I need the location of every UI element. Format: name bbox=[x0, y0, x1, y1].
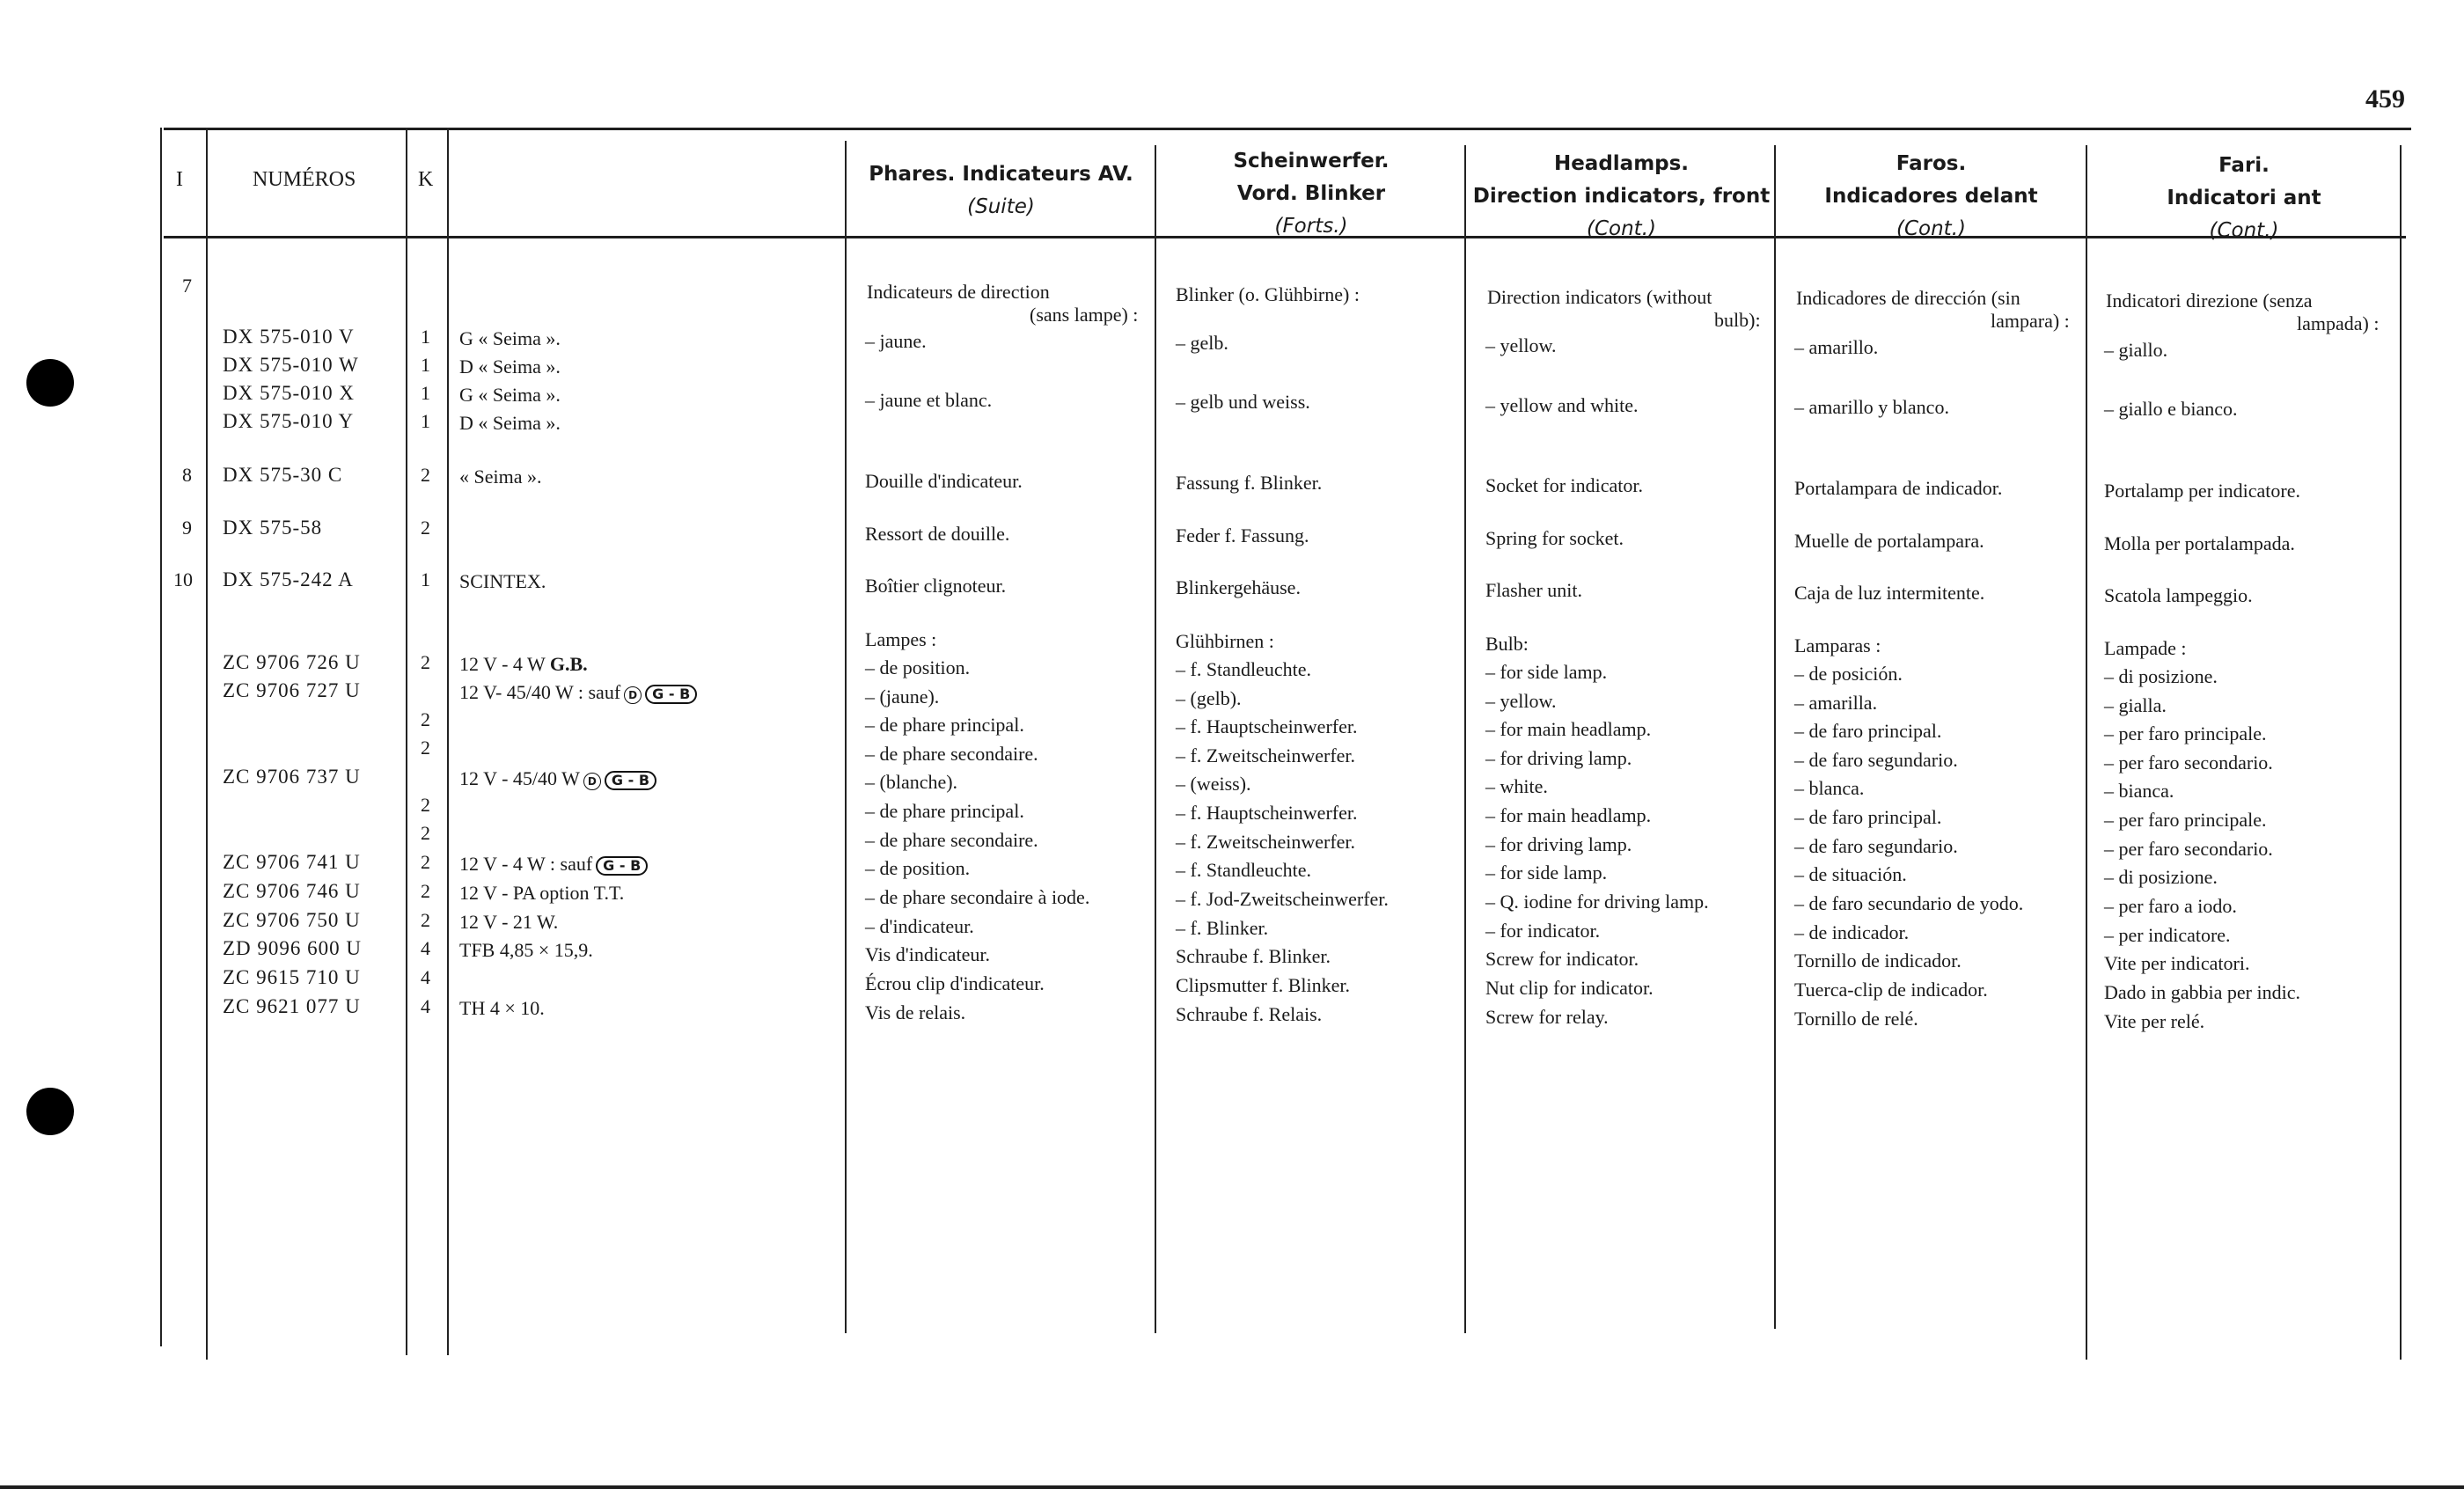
fr-cell: – (jaune). bbox=[865, 686, 940, 708]
col-rule-de bbox=[1464, 145, 1466, 1333]
table-top-rule bbox=[164, 128, 2411, 130]
desc-cell: G « Seima ». bbox=[459, 384, 561, 406]
desc-text: 12 V- 45/40 W : sauf bbox=[459, 681, 621, 703]
es-cell: – blanca. bbox=[1794, 777, 1865, 799]
part-number: ZC 9706 741 U bbox=[223, 851, 361, 873]
es-cell: Caja de luz intermitente. bbox=[1794, 582, 1985, 604]
desc-cell bbox=[459, 853, 648, 876]
de-cell: Schraube f. Relais. bbox=[1176, 1003, 1323, 1025]
fr-cell: – de phare principal. bbox=[865, 800, 1024, 822]
fr-cell: Indicateurs de direction bbox=[867, 281, 1050, 303]
desc-text: 12 V - 4 W bbox=[459, 653, 550, 675]
de-cell: – f. Blinker. bbox=[1176, 917, 1269, 939]
es-cell: – de faro principal. bbox=[1794, 806, 1942, 828]
header-en-title2: Direction indicators, front bbox=[1472, 185, 1771, 208]
fr-cell: Ressort de douille. bbox=[865, 523, 1010, 545]
desc-cell: SCINTEX. bbox=[459, 570, 546, 592]
en-cell: – yellow and white. bbox=[1485, 394, 1639, 416]
header-col-k: K bbox=[418, 168, 434, 191]
country-gb-badge: G - B bbox=[596, 856, 648, 876]
en-cell: Nut clip for indicator. bbox=[1485, 977, 1654, 999]
en-cell: Flasher unit. bbox=[1485, 579, 1582, 601]
de-cell: – f. Jod-Zweitscheinwerfer. bbox=[1176, 888, 1389, 910]
quantity: 1 bbox=[421, 354, 430, 376]
desc-cell: « Seima ». bbox=[459, 466, 542, 488]
en-cell: – for main headlamp. bbox=[1485, 804, 1652, 826]
quantity: 2 bbox=[421, 651, 430, 673]
es-cell: – amarilla. bbox=[1794, 692, 1878, 714]
part-number: DX 575-010 Y bbox=[223, 410, 355, 432]
part-number: ZC 9706 727 U bbox=[223, 679, 361, 701]
en-cell: – Q. iodine for driving lamp. bbox=[1485, 891, 1709, 913]
desc-cell: D « Seima ». bbox=[459, 412, 561, 434]
country-d-icon: D bbox=[624, 686, 642, 704]
quantity: 1 bbox=[421, 326, 430, 348]
index-7: 7 bbox=[182, 275, 192, 297]
header-it-title2: Indicatori ant bbox=[2167, 187, 2321, 209]
it-cell: Scatola lampeggio. bbox=[2104, 584, 2253, 606]
es-cell: Lamparas : bbox=[1794, 634, 1881, 656]
de-cell: – f. Hauptscheinwerfer. bbox=[1176, 802, 1358, 824]
page-number: 459 bbox=[2365, 84, 2405, 114]
en-cell: Spring for socket. bbox=[1485, 527, 1624, 549]
fr-cell: – de phare secondaire. bbox=[865, 743, 1038, 765]
header-it-title: Fari. bbox=[2218, 154, 2270, 177]
part-number: ZC 9706 737 U bbox=[223, 766, 361, 788]
de-cell: – f. Hauptscheinwerfer. bbox=[1176, 715, 1358, 737]
quantity: 2 bbox=[421, 517, 430, 539]
col-rule-en bbox=[1774, 145, 1776, 1329]
it-cell: – per faro secondario. bbox=[2104, 752, 2273, 774]
de-cell: Glühbirnen : bbox=[1176, 630, 1274, 652]
en-cell: bulb): bbox=[1714, 309, 1761, 331]
quantity: 2 bbox=[421, 737, 430, 759]
quantity: 4 bbox=[421, 995, 430, 1017]
it-cell: Indicatori direzione (senza bbox=[2106, 290, 2313, 312]
en-cell: – for side lamp. bbox=[1485, 862, 1608, 884]
header-de-sub: (Forts.) bbox=[1274, 215, 1348, 238]
es-cell: Tuerca-clip de indicador. bbox=[1794, 979, 1988, 1001]
col-rule-i bbox=[206, 128, 208, 1360]
it-cell: – per faro principale. bbox=[2104, 722, 2267, 744]
desc-cell bbox=[459, 653, 588, 676]
col-rule-desc bbox=[845, 141, 847, 1333]
quantity: 2 bbox=[421, 909, 430, 931]
col-rule-left bbox=[160, 128, 162, 1346]
en-cell: – yellow. bbox=[1485, 334, 1557, 356]
es-cell: lampara) : bbox=[1991, 310, 2070, 332]
quantity: 2 bbox=[421, 851, 430, 873]
en-cell: – for side lamp. bbox=[1485, 661, 1608, 683]
de-cell: Feder f. Fassung. bbox=[1176, 524, 1309, 546]
it-cell: Lampade : bbox=[2104, 637, 2187, 659]
header-it bbox=[2090, 150, 2398, 247]
part-number: ZC 9706 750 U bbox=[223, 909, 361, 931]
part-number: DX 575-242 A bbox=[223, 568, 354, 590]
fr-cell: (sans lampe) : bbox=[1030, 304, 1139, 326]
es-cell: Indicadores de dirección (sin bbox=[1796, 287, 2020, 309]
header-es bbox=[1779, 148, 2083, 246]
header-it-sub: (Cont.) bbox=[2209, 219, 2279, 242]
header-es-sub: (Cont.) bbox=[1896, 217, 1966, 240]
quantity: 4 bbox=[421, 937, 430, 959]
en-cell: Screw for indicator. bbox=[1485, 948, 1639, 970]
de-cell: – f. Zweitscheinwerfer. bbox=[1176, 744, 1356, 766]
es-cell: – de faro principal. bbox=[1794, 720, 1942, 742]
part-number: ZD 9096 600 U bbox=[223, 937, 363, 959]
it-cell: Vite per indicatori. bbox=[2104, 952, 2250, 974]
en-cell: – white. bbox=[1485, 775, 1548, 797]
fr-cell: Boîtier clignoteur. bbox=[865, 575, 1007, 597]
fr-cell: – de position. bbox=[865, 656, 971, 678]
quantity: 2 bbox=[421, 880, 430, 902]
quantity: 2 bbox=[421, 794, 430, 816]
en-cell: – yellow. bbox=[1485, 690, 1557, 712]
header-de bbox=[1162, 145, 1461, 243]
fr-cell: – (blanche). bbox=[865, 771, 958, 793]
fr-cell: Vis de relais. bbox=[865, 1001, 966, 1023]
col-rule-fr bbox=[1155, 145, 1156, 1333]
desc-cell: TH 4 × 10. bbox=[459, 997, 545, 1019]
header-en bbox=[1470, 148, 1773, 246]
header-fr-sub: (Suite) bbox=[967, 195, 1035, 218]
part-number: ZC 9615 710 U bbox=[223, 966, 361, 988]
de-cell: Fassung f. Blinker. bbox=[1176, 472, 1323, 494]
it-cell: Dado in gabbia per indic. bbox=[2104, 981, 2300, 1003]
desc-text: 12 V - 45/40 W bbox=[459, 767, 580, 789]
it-cell: – per indicatore. bbox=[2104, 924, 2231, 946]
header-col-i: I bbox=[176, 168, 183, 191]
it-cell: – di posizione. bbox=[2104, 866, 2218, 888]
fr-cell: Écrou clip d'indicateur. bbox=[865, 972, 1045, 994]
de-cell: Schraube f. Blinker. bbox=[1176, 945, 1331, 967]
quantity: 1 bbox=[421, 568, 430, 590]
header-en-sub: (Cont.) bbox=[1587, 217, 1656, 240]
es-cell: – de indicador. bbox=[1794, 921, 1910, 943]
es-cell: – amarillo y blanco. bbox=[1794, 396, 1949, 418]
quantity: 2 bbox=[421, 708, 430, 730]
part-number: ZC 9706 746 U bbox=[223, 880, 361, 902]
col-rule-right bbox=[2400, 145, 2402, 1360]
header-es-title: Faros. bbox=[1896, 152, 1967, 175]
de-cell: Clipsmutter f. Blinker. bbox=[1176, 974, 1350, 996]
quantity: 1 bbox=[421, 382, 430, 404]
it-cell: – gialla. bbox=[2104, 694, 2167, 716]
en-cell: Bulb: bbox=[1485, 633, 1529, 655]
fr-cell: Vis d'indicateur. bbox=[865, 943, 990, 965]
part-number: ZC 9706 726 U bbox=[223, 651, 361, 673]
fr-cell: – de phare principal. bbox=[865, 714, 1024, 736]
index-9: 9 bbox=[182, 517, 192, 539]
header-de-title2: Vord. Blinker bbox=[1236, 182, 1386, 205]
desc-cell: G « Seima ». bbox=[459, 327, 561, 349]
it-cell: – per faro secondario. bbox=[2104, 838, 2273, 860]
es-cell: – de situación. bbox=[1794, 863, 1907, 885]
it-cell: – giallo. bbox=[2104, 339, 2168, 361]
binder-hole-top bbox=[26, 359, 74, 407]
es-cell: – de faro secundario de yodo. bbox=[1794, 892, 2024, 914]
desc-cell bbox=[459, 767, 656, 790]
es-cell: – amarillo. bbox=[1794, 336, 1879, 358]
de-cell: – (gelb). bbox=[1176, 687, 1242, 709]
es-cell: – de posición. bbox=[1794, 663, 1903, 685]
header-fr bbox=[854, 158, 1148, 224]
country-gb-badge: G - B bbox=[645, 685, 697, 704]
col-rule-k bbox=[447, 128, 449, 1355]
desc-cell: 12 V - PA option T.T. bbox=[459, 882, 625, 904]
desc-text-bold: G.B. bbox=[549, 653, 588, 675]
fr-cell: Lampes : bbox=[865, 628, 937, 650]
col-rule-es bbox=[2086, 145, 2087, 1360]
header-de-title: Scheinwerfer. bbox=[1233, 150, 1390, 172]
en-cell: Direction indicators (without bbox=[1487, 286, 1712, 308]
desc-text: 12 V - 4 W : sauf bbox=[459, 853, 593, 875]
en-cell: – for indicator. bbox=[1485, 920, 1601, 942]
fr-cell: – jaune et blanc. bbox=[865, 389, 993, 411]
it-cell: lampada) : bbox=[2297, 312, 2380, 334]
de-cell: – f. Standleuchte. bbox=[1176, 658, 1311, 680]
desc-cell: TFB 4,85 × 15,9. bbox=[459, 939, 593, 961]
header-en-title: Headlamps. bbox=[1553, 152, 1690, 175]
es-cell: Tornillo de indicador. bbox=[1794, 950, 1962, 972]
part-number: DX 575-010 X bbox=[223, 382, 355, 404]
part-number: DX 575-58 bbox=[223, 517, 323, 539]
fr-cell: – jaune. bbox=[865, 330, 927, 352]
it-cell: Molla per portalampada. bbox=[2104, 532, 2295, 554]
part-number: DX 575-010 W bbox=[223, 354, 359, 376]
it-cell: – di posizione. bbox=[2104, 665, 2218, 687]
es-cell: Muelle de portalampara. bbox=[1794, 530, 1984, 552]
fr-cell: Douille d'indicateur. bbox=[865, 470, 1023, 492]
quantity: 4 bbox=[421, 966, 430, 988]
it-cell: – giallo e bianco. bbox=[2104, 398, 2238, 420]
it-cell: Vite per relé. bbox=[2104, 1010, 2205, 1032]
it-cell: – bianca. bbox=[2104, 780, 2174, 802]
binder-hole-bottom bbox=[26, 1088, 74, 1135]
de-cell: – (weiss). bbox=[1176, 773, 1251, 795]
header-fr-title: Phares. Indicateurs AV. bbox=[869, 163, 1133, 186]
en-cell: Screw for relay. bbox=[1485, 1006, 1609, 1028]
it-cell: Portalamp per indicatore. bbox=[2104, 480, 2300, 502]
en-cell: – for driving lamp. bbox=[1485, 747, 1632, 769]
col-rule-numeros bbox=[406, 128, 407, 1355]
it-cell: – per faro principale. bbox=[2104, 809, 2267, 831]
part-number: DX 575-30 C bbox=[223, 464, 343, 486]
de-cell: – gelb und weiss. bbox=[1176, 391, 1310, 413]
part-number: ZC 9621 077 U bbox=[223, 995, 361, 1017]
desc-cell: D « Seima ». bbox=[459, 356, 561, 378]
en-cell: – for driving lamp. bbox=[1485, 833, 1632, 855]
de-cell: – f. Zweitscheinwerfer. bbox=[1176, 831, 1356, 853]
es-cell: – de faro segundario. bbox=[1794, 749, 1958, 771]
de-cell: – f. Standleuchte. bbox=[1176, 859, 1311, 881]
fr-cell: – de phare secondaire. bbox=[865, 829, 1038, 851]
country-gb-badge: G - B bbox=[605, 771, 656, 790]
country-d-icon: D bbox=[583, 773, 601, 790]
en-cell: Socket for indicator. bbox=[1485, 474, 1644, 496]
desc-cell bbox=[459, 681, 697, 704]
desc-cell: 12 V - 21 W. bbox=[459, 911, 559, 933]
de-cell: – gelb. bbox=[1176, 332, 1228, 354]
quantity: 2 bbox=[421, 464, 430, 486]
en-cell: – for main headlamp. bbox=[1485, 718, 1652, 740]
fr-cell: – de position. bbox=[865, 857, 971, 879]
header-col-numeros: NUMÉROS bbox=[253, 168, 356, 191]
de-cell: Blinker (o. Glühbirne) : bbox=[1176, 283, 1360, 305]
index-10: 10 bbox=[173, 568, 193, 590]
fr-cell: – de phare secondaire à iode. bbox=[865, 886, 1090, 908]
index-8: 8 bbox=[182, 464, 192, 486]
es-cell: – de faro segundario. bbox=[1794, 835, 1958, 857]
de-cell: Blinkergehäuse. bbox=[1176, 576, 1301, 598]
fr-cell: – d'indicateur. bbox=[865, 915, 974, 937]
es-cell: Tornillo de relé. bbox=[1794, 1008, 1918, 1030]
quantity: 1 bbox=[421, 410, 430, 432]
es-cell: Portalampara de indicador. bbox=[1794, 477, 2003, 499]
quantity: 2 bbox=[421, 822, 430, 844]
it-cell: – per faro a iodo. bbox=[2104, 895, 2237, 917]
header-es-title2: Indicadores delant bbox=[1824, 185, 2038, 208]
page-bottom-rule bbox=[0, 1485, 2464, 1489]
part-number: DX 575-010 V bbox=[223, 326, 355, 348]
